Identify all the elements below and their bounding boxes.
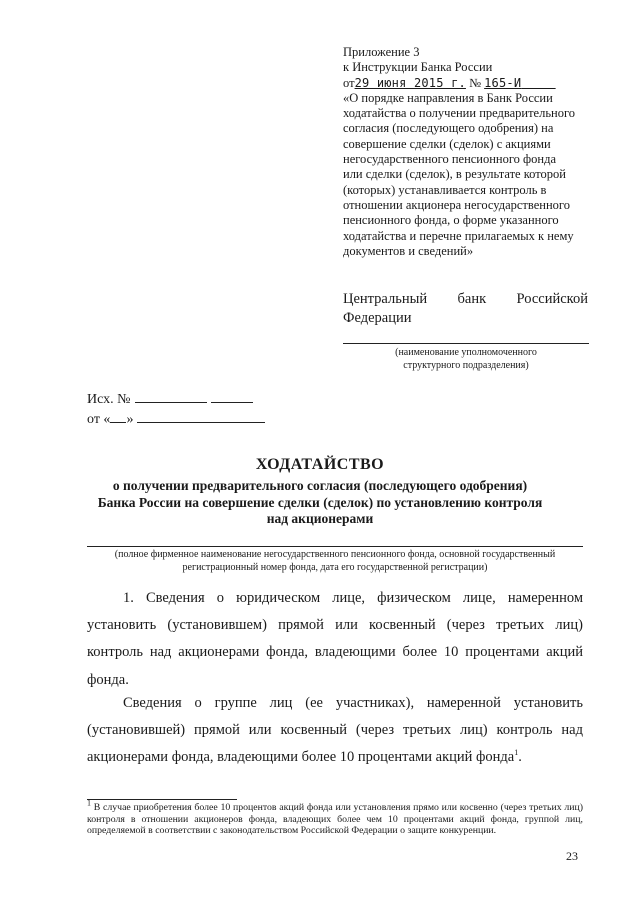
- body-paragraph-2: [87, 690, 583, 772]
- annex-from-prefix: от: [343, 75, 355, 90]
- annex-title-line: (которых) устанавливается контроль в: [343, 182, 547, 197]
- footnote-marker: 1: [87, 798, 91, 808]
- footnote-text: В случае приобретения более 10 процентов акций фонда или установления прямо или косвенно (через третьих лиц) контроля в отношении акционеров фонда, владеющих более чем 10 процентами акций фонда, группой лиц, определяемой в соответствии с законодательством Российской Федерации о защите конкуренции.: [87, 802, 583, 837]
- organization-caption-line: регистрационный номер фонда, дата его государственной регистрации): [182, 562, 488, 573]
- recipient-word: Центральный: [343, 291, 428, 307]
- outgoing-date-line: [87, 410, 265, 430]
- annex-title-line: согласия (последующего одобрения) на: [343, 121, 554, 136]
- annex-date-number-line: [343, 76, 601, 91]
- annex-title-line: или сделки (сделок), в результате которой: [343, 167, 566, 182]
- annex-title-line: «О порядке направления в Банк России: [343, 90, 553, 105]
- footnote-separator: [87, 799, 237, 800]
- page-number: 23: [566, 849, 578, 863]
- recipient-word: Российской: [516, 291, 588, 307]
- recipient-block: [343, 290, 588, 328]
- organization-underline: [87, 546, 583, 547]
- outgoing-date-close: »: [126, 412, 134, 427]
- annex-title-line: пенсионного фонда, о форме указанного: [343, 213, 559, 228]
- annex-title-line: документов и сведений»: [343, 243, 474, 258]
- recipient-caption-line: структурного подразделения): [403, 360, 529, 371]
- outgoing-day-blank: [110, 410, 126, 423]
- outgoing-date-blank: [137, 410, 265, 423]
- outgoing-date-label: от «: [87, 412, 111, 427]
- annex-title-line: ходатайства о получении предварительного: [343, 106, 576, 121]
- recipient-word: банк: [457, 291, 487, 307]
- recipient-line-2: Федерации: [343, 310, 412, 326]
- annex-title-line: совершение сделки (сделок) с акциями: [343, 136, 551, 151]
- paragraph-2-text: Сведения о группе лиц (ее участниках), намеренной установить (установившей) прямой или косвенный (через третьих лиц) контроль над акционерами фонда, владеющими более 10 процентами акций фонда: [87, 695, 583, 766]
- annex-header: [343, 45, 601, 259]
- outgoing-number-blank: [135, 390, 207, 403]
- annex-title-line: отношении акционера негосударственного: [343, 197, 570, 212]
- recipient-caption-line: (наименование уполномоченного: [395, 347, 537, 358]
- organization-caption: [87, 548, 583, 574]
- paragraph-2-end: .: [518, 749, 522, 766]
- subtitle-line: о получении предварительного согласия (последующего одобрения): [112, 478, 528, 493]
- annex-title-line: негосударственного пенсионного фонда: [343, 152, 557, 167]
- annex-handwritten-number: 165-И: [484, 75, 522, 90]
- document-subtitle: [60, 478, 580, 528]
- outgoing-number-label: Исх. №: [87, 392, 131, 407]
- footnote-reference[interactable]: 1: [514, 748, 519, 758]
- recipient-caption: [343, 346, 589, 372]
- outgoing-number-blank: [211, 390, 253, 403]
- recipient-line-1: [343, 290, 588, 309]
- body-paragraph-1: 1. Сведения о юридическом лице, физическом лице, намеренном установить (установившем) прямой или косвенный (через третьих лиц) контроль над акционерами фонда, владеющими более 10 процентами акций фонда.: [87, 590, 583, 688]
- annex-instruction-ref: к Инструкции Банка России: [343, 60, 493, 75]
- recipient-underline: [343, 343, 589, 344]
- subtitle-line: Банка России на совершение сделки (сделок) по установлению контроля: [97, 494, 543, 510]
- subtitle-line: над акционерами: [266, 511, 374, 526]
- annex-title-line: ходатайства и перечне прилагаемых к нему: [343, 228, 574, 243]
- annex-number: Приложение 3: [343, 45, 420, 59]
- footnote: [87, 798, 583, 837]
- organization-caption-line: (полное фирменное наименование негосударственного пенсионного фонда, основной государственный: [114, 549, 556, 560]
- annex-handwritten-date: 29 июня 2015 г.: [354, 75, 466, 90]
- annex-number-label: №: [469, 75, 481, 90]
- document-title: ХОДАТАЙСТВО: [255, 456, 385, 473]
- outgoing-number-line: [87, 390, 265, 410]
- outgoing-number-block: [87, 390, 265, 430]
